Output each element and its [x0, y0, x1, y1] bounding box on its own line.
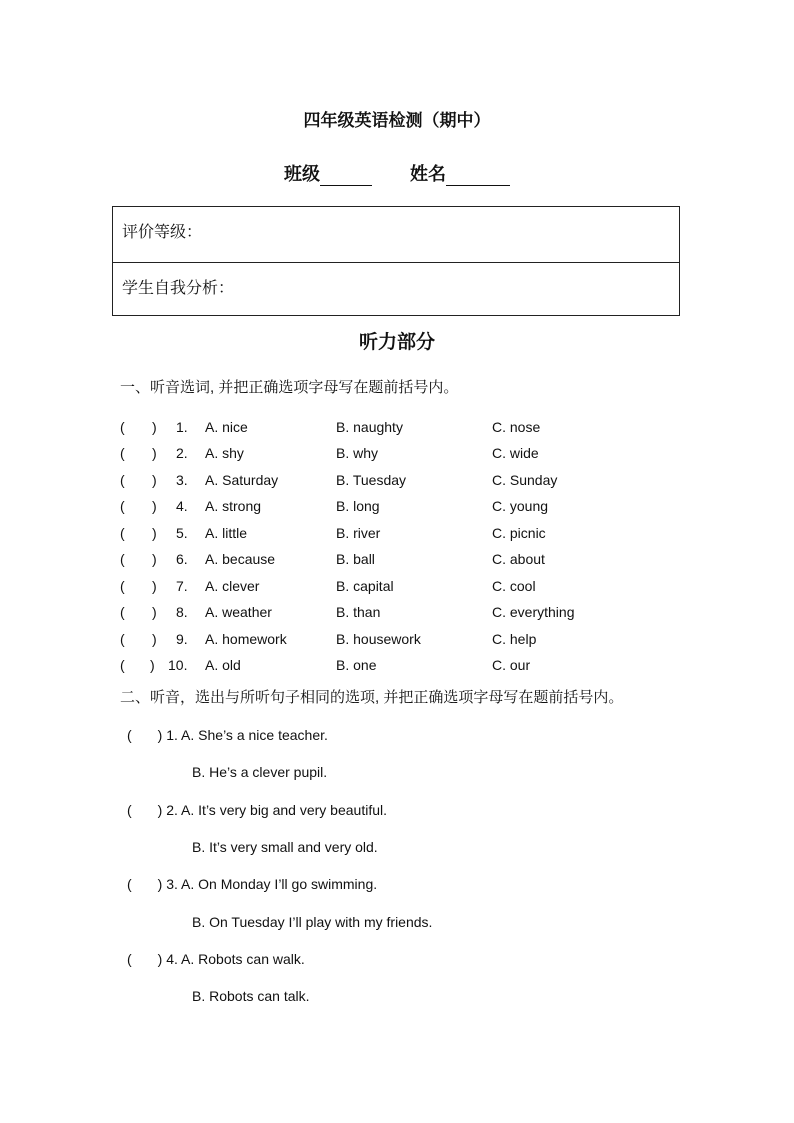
- list-item: [120, 419, 680, 443]
- question-number: 4.: [176, 498, 188, 514]
- answer-paren-open[interactable]: (: [127, 951, 132, 967]
- option-b: B. naughty: [336, 419, 403, 435]
- evaluation-grade-row[interactable]: [113, 207, 679, 262]
- option-a: A. On Monday I’ll go swimming.: [181, 876, 378, 892]
- list-item: [127, 876, 377, 892]
- answer-paren-open[interactable]: (: [127, 727, 132, 743]
- option-b: B. It’s very small and very old.: [192, 839, 378, 855]
- name-label: 姓名: [410, 164, 447, 184]
- list-item: [127, 727, 328, 743]
- list-item: [120, 578, 680, 602]
- option-b: B. On Tuesday I’ll play with my friends.: [192, 914, 433, 930]
- answer-paren-open[interactable]: (: [120, 578, 125, 594]
- option-c: C. everything: [492, 604, 575, 620]
- question-number: 9.: [176, 631, 188, 647]
- answer-paren-open[interactable]: (: [120, 525, 125, 541]
- option-a: A. shy: [205, 445, 244, 461]
- option-c: C. about: [492, 551, 545, 567]
- option-a: A. weather: [205, 604, 272, 620]
- answer-paren-open[interactable]: (: [120, 631, 125, 647]
- option-a: A. strong: [205, 498, 262, 514]
- answer-paren-open[interactable]: (: [127, 802, 132, 818]
- answer-paren-close: ): [152, 498, 157, 514]
- option-c: C. help: [492, 631, 537, 647]
- option-a: A. old: [205, 657, 241, 673]
- self-analysis-label: 学生自我分析：: [122, 280, 235, 297]
- question-number: 2.: [176, 445, 188, 461]
- answer-paren-close: ): [157, 876, 163, 892]
- option-c: C. wide: [492, 445, 539, 461]
- grade-label: 评价等级：: [122, 224, 203, 241]
- option-a: A. She’s a nice teacher.: [181, 727, 328, 743]
- option-b: B. ball: [336, 551, 375, 567]
- option-b: B. why: [336, 445, 379, 461]
- list-item: [120, 604, 680, 628]
- question-number: 1.: [176, 419, 188, 435]
- option-c: C. Sunday: [492, 472, 558, 488]
- option-a: A. Robots can walk.: [181, 951, 305, 967]
- option-b: B. one: [336, 657, 377, 673]
- section-title: 听力部分: [358, 332, 435, 353]
- option-b: B. Tuesday: [336, 472, 407, 488]
- answer-paren-close: ): [152, 631, 157, 647]
- option-b: B. river: [336, 525, 381, 541]
- option-a: A. clever: [205, 578, 260, 594]
- answer-paren-close: ): [152, 419, 157, 435]
- option-c: C. picnic: [492, 525, 546, 541]
- evaluation-table: [112, 206, 680, 316]
- list-item: [120, 498, 680, 522]
- question-number: 3.: [166, 876, 178, 892]
- part2-instruction: 二、听音，选出与所听句子相同的选项, 并把正确选项字母写在题前括号内。: [120, 689, 624, 706]
- question-number: 1.: [166, 727, 178, 743]
- question-number: 5.: [176, 525, 188, 541]
- question-number: 7.: [176, 578, 188, 594]
- option-c: C. cool: [492, 578, 536, 594]
- option-b: B. Robots can talk.: [192, 988, 310, 1004]
- list-item: [127, 802, 387, 818]
- list-item: [120, 657, 680, 681]
- self-analysis-row[interactable]: [113, 262, 679, 317]
- part1-instruction: 一、听音选词, 并把正确选项字母写在题前括号内。: [120, 379, 459, 396]
- answer-paren-open[interactable]: (: [127, 876, 132, 892]
- answer-paren-open[interactable]: (: [120, 551, 125, 567]
- question-number: 8.: [176, 604, 188, 620]
- class-blank[interactable]: [320, 165, 372, 186]
- list-item: [120, 525, 680, 549]
- option-b: B. capital: [336, 578, 394, 594]
- name-blank[interactable]: [446, 165, 510, 186]
- answer-paren-open[interactable]: (: [120, 419, 125, 435]
- answer-paren-close: ): [152, 472, 157, 488]
- answer-paren-open[interactable]: (: [120, 657, 125, 673]
- question-number: 10.: [168, 657, 188, 673]
- list-item: [120, 551, 680, 575]
- option-a: A. It’s very big and very beautiful.: [181, 802, 388, 818]
- list-item: [127, 951, 305, 967]
- question-number: 3.: [176, 472, 188, 488]
- page-title: 四年级英语检测（期中）: [303, 111, 491, 130]
- student-info-line: [0, 160, 794, 186]
- answer-paren-open[interactable]: (: [120, 498, 125, 514]
- answer-paren-close: ): [150, 657, 155, 673]
- answer-paren-close: ): [157, 951, 163, 967]
- option-c: C. young: [492, 498, 549, 514]
- option-a: A. nice: [205, 419, 248, 435]
- answer-paren-close: ): [152, 525, 157, 541]
- answer-paren-open[interactable]: (: [120, 445, 125, 461]
- option-c: C. nose: [492, 419, 541, 435]
- option-b: B. He’s a clever pupil.: [192, 764, 328, 780]
- list-item: [120, 631, 680, 655]
- list-item: [120, 445, 680, 469]
- option-a: A. homework: [205, 631, 287, 647]
- answer-paren-close: ): [152, 445, 157, 461]
- option-a: A. little: [205, 525, 248, 541]
- answer-paren-close: ): [152, 604, 157, 620]
- answer-paren-close: ): [157, 802, 163, 818]
- option-a: A. Saturday: [205, 472, 279, 488]
- option-c: C. our: [492, 657, 531, 673]
- list-item: [120, 472, 680, 496]
- class-label: 班级: [283, 164, 320, 184]
- question-number: 4.: [166, 951, 178, 967]
- question-number: 6.: [176, 551, 188, 567]
- option-b: B. housework: [336, 631, 421, 647]
- option-b: B. long: [336, 498, 380, 514]
- answer-paren-close: ): [152, 578, 157, 594]
- answer-paren-close: ): [152, 551, 157, 567]
- answer-paren-open[interactable]: (: [120, 472, 125, 488]
- answer-paren-open[interactable]: (: [120, 604, 125, 620]
- option-a: A. because: [205, 551, 276, 567]
- option-b: B. than: [336, 604, 381, 620]
- answer-paren-close: ): [157, 727, 163, 743]
- question-number: 2.: [166, 802, 178, 818]
